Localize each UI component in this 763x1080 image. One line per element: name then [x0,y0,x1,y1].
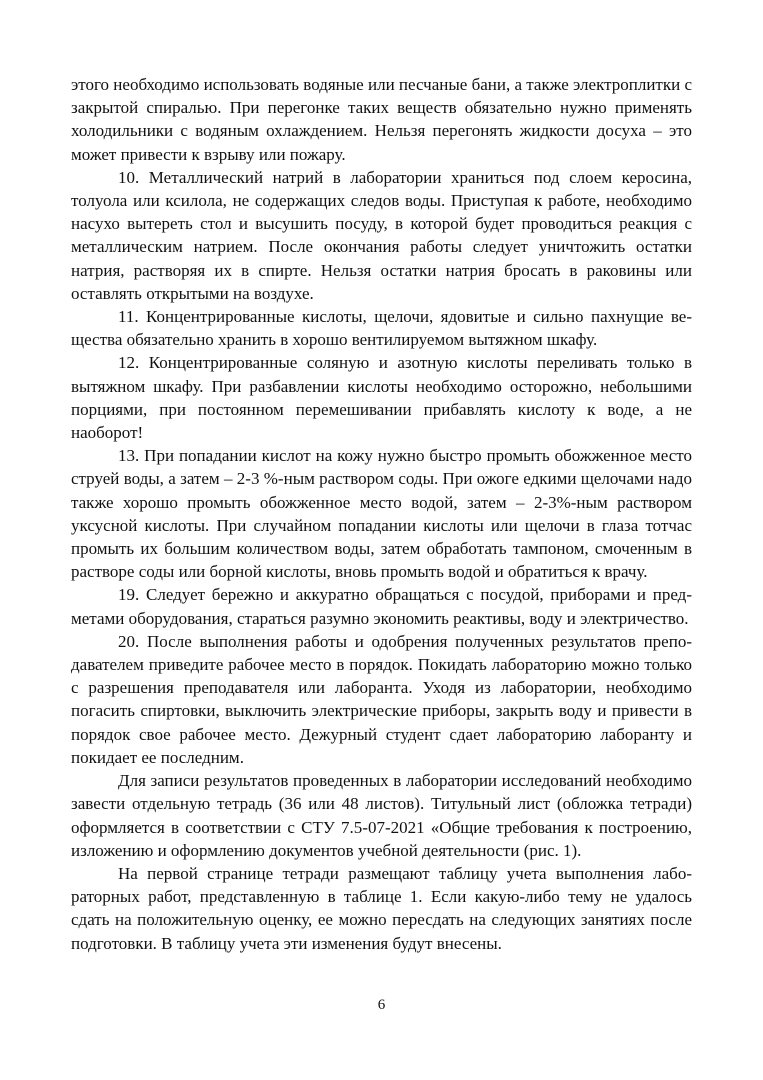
paragraph-table-note: На первой странице тетради размещают таблицу учета выполнения лабораторных работ, представленную в таблице 1. Если какую-либо тему не удалось сдать на положительную оценку, ее можно пересдать на следующих занятиях после подготовки. В таблицу учета эти изменения будут внесены. [71,863,692,953]
paragraph-item-10: 10. Металлический натрий в лаборатории храниться под слоем керосина, толуола или ксилола, не содержащих следов воды. Приступая к работе, необходимо насухо вытереть стол и высушить посуду, в которой будет проводиться реакция с металлическим натрием. После окончания работы следует уничтожить остатки натрия, растворяя их в спирте. Нельзя остатки натрия бросать в раковины или оставлять открытыми на воздухе. [71,167,692,303]
paragraph-item-20: 20. После выполнения работы и одобрения полученных результатов преподавателем приведите рабочее место в порядок. Покидать лабораторию можно только с разрешения преподавателя или лаборанта. Уходя из лаборатории, необходимо погасить спиртовки, выключить электрические приборы, закрыть воду и привести в порядок свое рабочее место. Дежурный студент сдает лабораторию лаборанту и покидает ее последним. [71,631,692,767]
paragraph-continuation: этого необходимо использовать водяные или песчаные бани, а также электроплитки с закрытой спиралью. При перегонке таких веществ обязательно нужно применять холодильники с водяным охлаждением. Нельзя перегонять жидкости досуха – это может привести к взрыву или пожару. [71,75,692,164]
paragraph-item-13: 13. При попадании кислот на кожу нужно быстро промыть обожженное место струей воды, а затем – 2-3 %-ным раствором соды. При ожоге едкими щелочами надо также хорошо промыть обожженное место водой, затем – 2-3%-ным раствором уксусной кислоты. При случайном попадании кислоты или щелочи в глаза тотчас промыть их большим количеством воды, затем обработать тампоном, смоченным в растворе соды или борной кислоты, вновь промыть водой и обратиться к врачу. [71,446,692,582]
document-body [71,73,692,955]
page-number: 6 [377,997,386,1013]
paragraph-item-12: 12. Концентрированные соляную и азотную кислоты переливать только в вытяжном шкафу. При разбавлении кислоты необходимо осторожно, небольшими порциями, при постоянном перемешивании прибавлять кислоту к воде, а не наоборот! [71,353,692,443]
paragraph-item-19: 19. Следует бережно и аккуратно обращаться с посудой, приборами и предметами оборудования, стараться разумно экономить реактивы, воду и электричество. [71,585,692,628]
paragraph-notebook: Для записи результатов проведенных в лаборатории исследований необходимо завести отдельную тетрадь (36 или 48 листов). Титульный лист (обложка тетради) оформляется в соответствии с СТУ 7.5-07-2021 «Общие требования к построению, изложению и оформлению документов учебной деятельности (рис. 1). [71,771,692,860]
paragraph-item-11: 11. Концентрированные кислоты, щелочи, ядовитые и сильно пахнущие вещества обязательно хранить в хорошо вентилируемом вытяжном шкафу. [71,307,692,350]
